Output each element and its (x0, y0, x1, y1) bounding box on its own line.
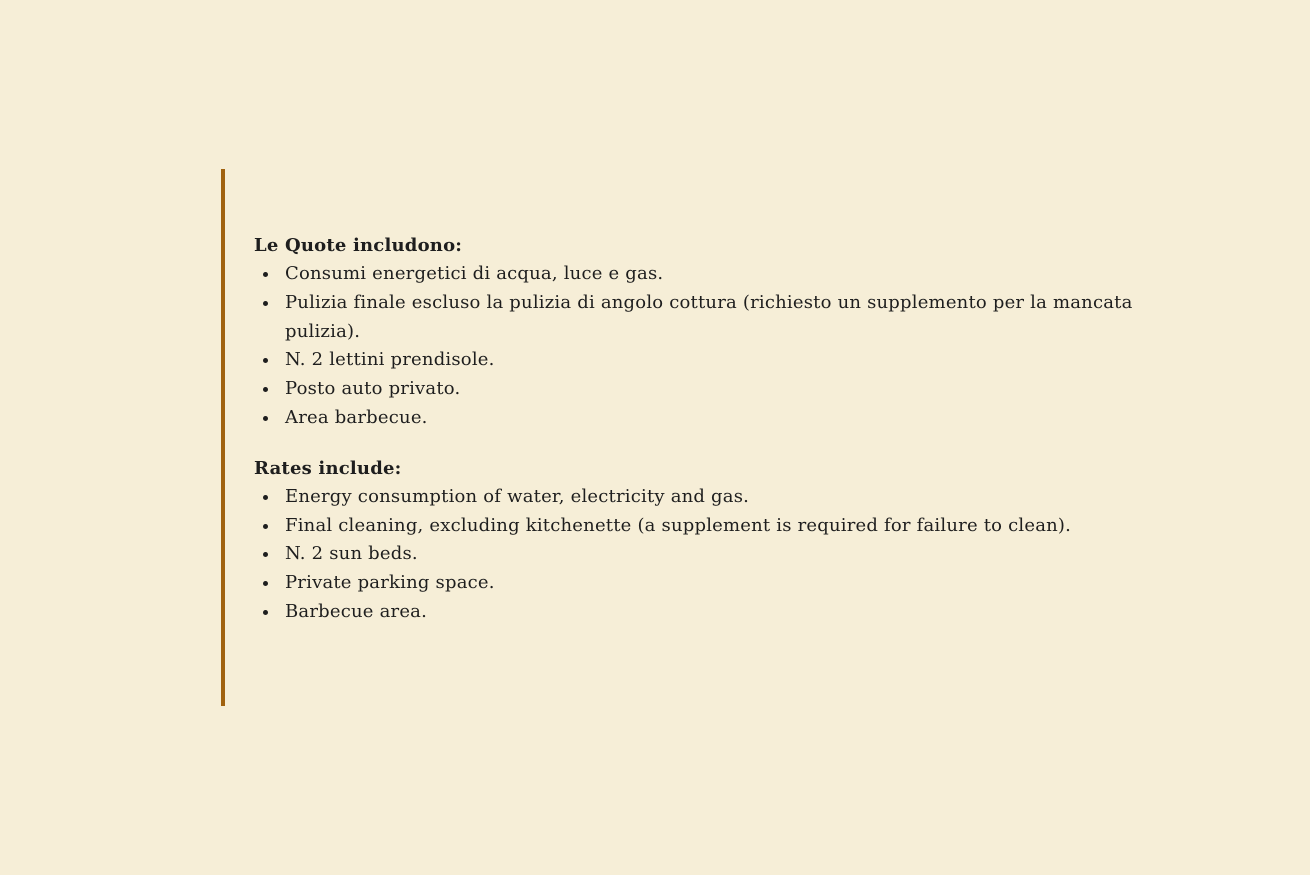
bullet-icon (263, 581, 268, 586)
list-item-text: Private parking space. (285, 572, 495, 594)
list-item-text: Consumi energetici di acqua, luce e gas. (285, 263, 664, 284)
list-item (254, 260, 1141, 289)
list-item (254, 404, 1141, 433)
list-item-text: N. 2 lettini prendisole. (285, 349, 495, 371)
english-heading: Rates include: (254, 457, 402, 479)
list-item-text: Energy consumption of water, electricity and gas. (285, 485, 750, 507)
bullet-icon (263, 524, 268, 529)
bullet-icon (263, 358, 268, 363)
italian-list (254, 260, 1141, 433)
english-list (254, 483, 1141, 627)
bullet-icon (263, 301, 268, 306)
list-item-text: Final cleaning, excluding kitchenette (a supplement is required for failure to clean). (285, 514, 1072, 536)
italian-section (254, 232, 1141, 433)
list-item-text: N. 2 sun beds. (285, 543, 418, 565)
list-item (254, 569, 1141, 598)
list-item (254, 512, 1141, 541)
rates-info-block (221, 169, 1141, 706)
list-item (254, 540, 1141, 569)
list-item (254, 346, 1141, 375)
list-item (254, 289, 1141, 347)
list-item (254, 598, 1141, 627)
bullet-icon (263, 495, 268, 500)
bullet-icon (263, 552, 268, 557)
bullet-icon (263, 272, 268, 277)
list-item-text: Pulizia finale escluso la pulizia di angolo cottura (richiesto un supplemento per la mancata pulizia). (285, 291, 1133, 342)
bullet-icon (263, 610, 268, 615)
list-item (254, 375, 1141, 404)
list-item-text: Posto auto privato. (285, 378, 461, 400)
list-item-text: Area barbecue. (285, 406, 428, 428)
list-item-text: Barbecue area. (285, 600, 428, 622)
english-section (254, 455, 1141, 627)
italian-heading: Le Quote includono: (254, 235, 463, 256)
list-item (254, 483, 1141, 512)
bullet-icon (263, 416, 268, 421)
bullet-icon (263, 387, 268, 392)
